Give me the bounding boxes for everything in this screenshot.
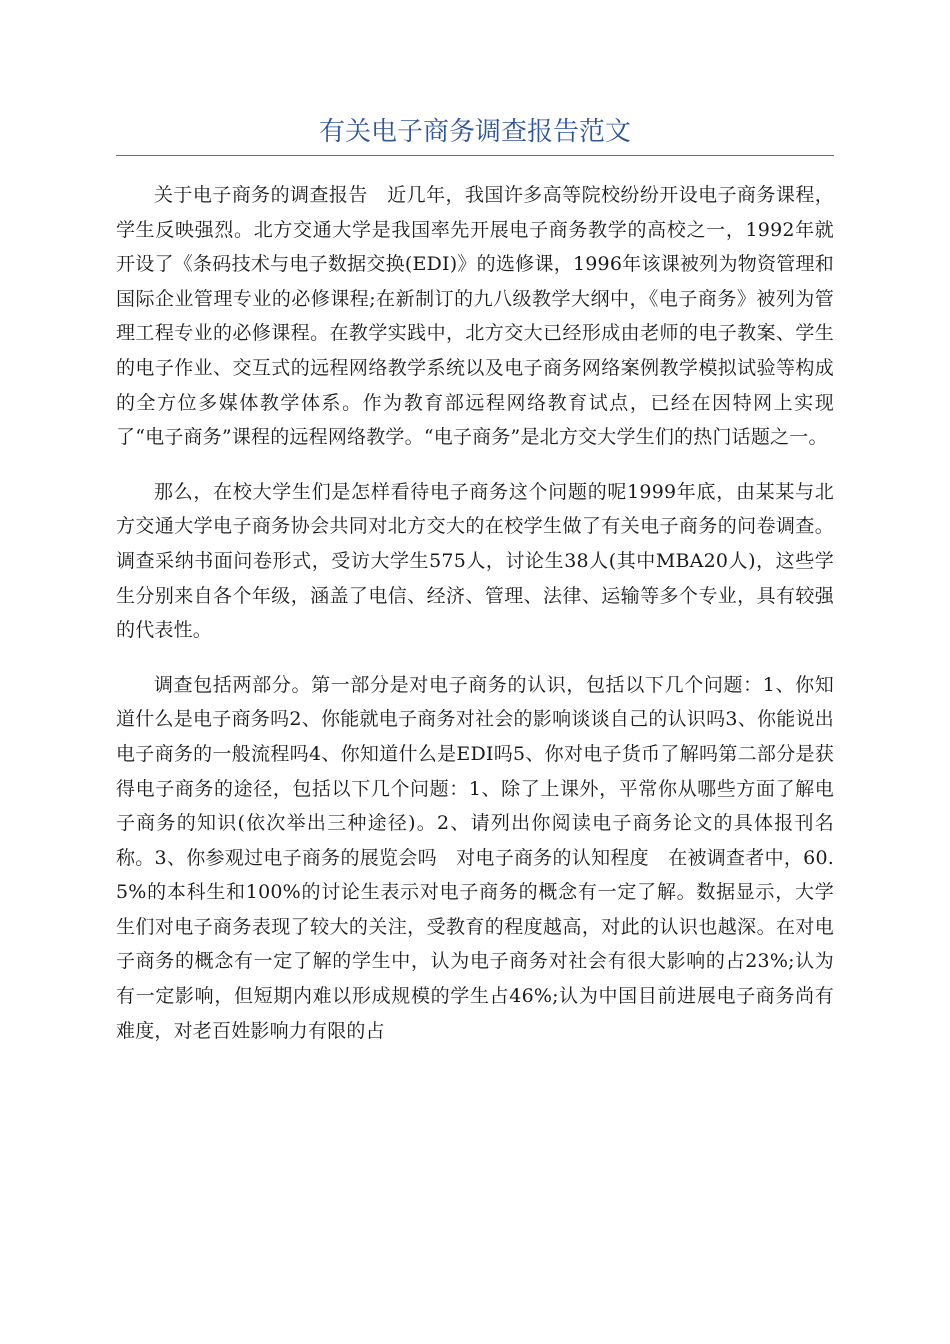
- document-body: [116, 178, 834, 1068]
- paragraph-1: 关于电子商务的调查报告 近几年，我国许多高等院校纷纷开设电子商务课程，学生反映强烈。北方交通大学是我国率先开展电子商务教学的高校之一，1992年就开设了《条码技术与电子数据交换(EDI)》的选修课，1996年该课被列为物资管理和国际企业管理专业的必修课程;在新制订的九八级教学大纲中，《电子商务》被列为管理工程专业的必修课程。在教学实践中，北方交大已经形成由老师的电子教案、学生的电子作业、交互式的远程网络教学系统以及电子商务网络案例教学模拟试验等构成的全方位多媒体教学体系。作为教育部远程网络教育试点，已经在因特网上实现了“电子商务”课程的远程网络教学。“电子商务”是北方交大学生们的热门话题之一。: [116, 184, 834, 449]
- title-underline: [116, 155, 834, 156]
- paragraph-2: 那么，在校大学生们是怎样看待电子商务这个问题的呢1999年底，由某某与北方交通大学电子商务协会共同对北方交大的在校学生做了有关电子商务的问卷调查。调查采纳书面问卷形式，受访大学生575人，讨论生38人(其中MBA20人)，这些学生分别来自各个年级，涵盖了电信、经济、管理、法律、运输等多个专业，具有较强的代表性。: [116, 480, 834, 642]
- paragraph-3: 调查包括两部分。第一部分是对电子商务的认识，包括以下几个问题：1、你知道什么是电子商务吗2、你能就电子商务对社会的影响谈谈自己的认识吗3、你能说出电子商务的一般流程吗4、你知道什么是EDI吗5、你对电子货币了解吗第二部分是获得电子商务的途径，包括以下几个问题：1、除了上课外，平常你从哪些方面了解电子商务的知识(依次举出三种途径)。2、请列出你阅读电子商务论文的具体报刊名称。3、你参观过电子商务的展览会吗 对电子商务的认知程度 在被调查者中，60.5%的本科生和100%的讨论生表示对电子商务的概念有一定了解。数据显示，大学生们对电子商务表现了较大的关注，受教育的程度越高，对此的认识也越深。在对电子商务的概念有一定了解的学生中，认为电子商务对社会有很大影响的占23%;认为有一定影响，但短期内难以形成规模的学生占46%;认为中国目前进展电子商务尚有难度，对老百姓影响力有限的占: [116, 673, 834, 1042]
- document-title: 有关电子商务调查报告范文: [318, 117, 631, 147]
